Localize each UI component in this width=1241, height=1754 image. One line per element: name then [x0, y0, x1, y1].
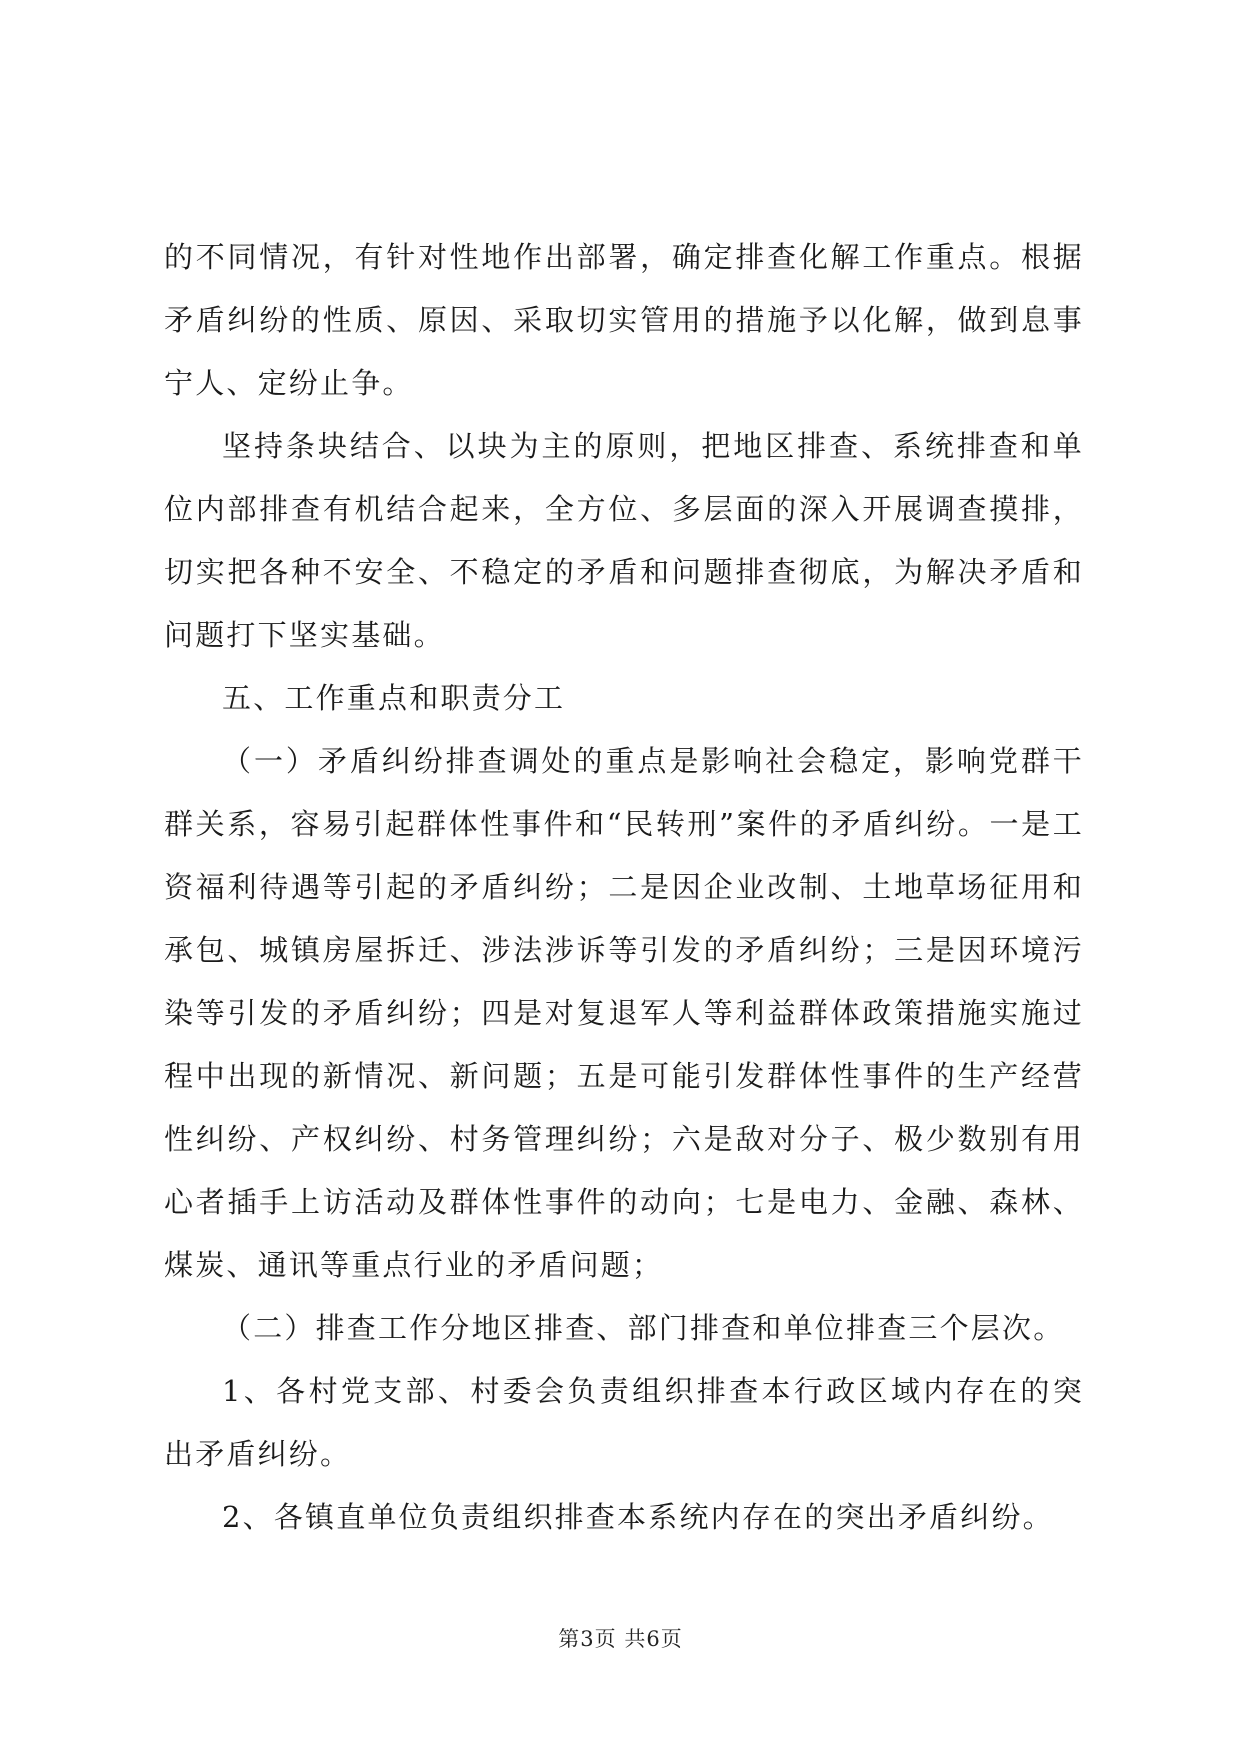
list-item-1: 1、各村党支部、村委会负责组织排查本行政区域内存在的突出矛盾纠纷。	[164, 1374, 1084, 1471]
paragraph-principle: 坚持条块结合、以块为主的原则，把地区排查、系统排查和单位内部排查有机结合起来，全方位、多层面的深入开展调查摸排，切实把各种不安全、不稳定的矛盾和问题排查彻底，为解决矛盾和问题打下坚实基础。	[164, 429, 1084, 652]
page-footer: 第3页 共6页	[558, 1627, 683, 1651]
document-body	[164, 226, 1084, 1549]
section-heading-5: 五、工作重点和职责分工	[222, 681, 566, 715]
list-item-2: 2、各镇直单位负责组织排查本系统内存在的突出矛盾纠纷。	[222, 1500, 1054, 1534]
paragraph-key-points: （一）矛盾纠纷排查调处的重点是影响社会稳定，影响党群干群关系，容易引起群体性事件和“民转刑”案件的矛盾纠纷。一是工资福利待遇等引起的矛盾纠纷；二是因企业改制、土地草场征用和承包、城镇房屋拆迁、涉法涉诉等引发的矛盾纠纷；三是因环境污染等引发的矛盾纠纷；四是对复退军人等利益群体政策措施实施过程中出现的新情况、新问题；五是可能引发群体性事件的生产经营性纠纷、产权纠纷、村务管理纠纷；六是敌对分子、极少数别有用心者插手上访活动及群体性事件的动向；七是电力、金融、森林、煤炭、通讯等重点行业的矛盾问题；	[164, 744, 1084, 1282]
paragraph-levels: （二）排查工作分地区排查、部门排查和单位排查三个层次。	[222, 1311, 1065, 1345]
paragraph-continuation: 的不同情况，有针对性地作出部署，确定排查化解工作重点。根据矛盾纠纷的性质、原因、采取切实管用的措施予以化解，做到息事宁人、定纷止争。	[164, 240, 1084, 400]
